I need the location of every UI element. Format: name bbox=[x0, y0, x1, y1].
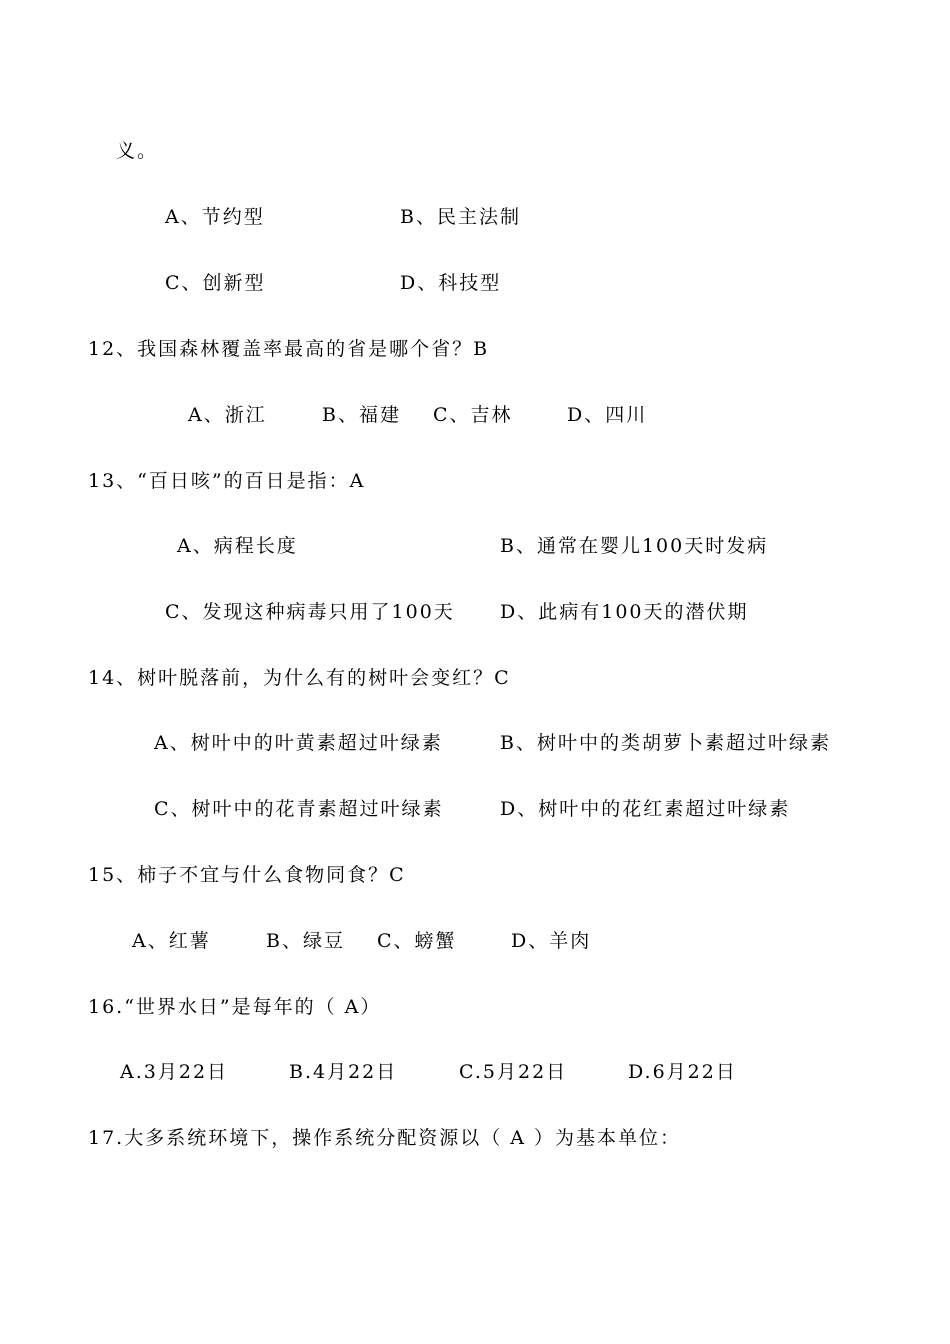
q15-option-c: C、螃蟹 bbox=[377, 930, 457, 952]
q13-stem: 13、“百日咳”的百日是指：A bbox=[88, 470, 366, 492]
q11-stem-tail: 义。 bbox=[116, 140, 159, 162]
q12-option-a: A、浙江 bbox=[188, 404, 267, 426]
q12-option-d: D、四川 bbox=[567, 404, 648, 426]
q13-option-a: A、病程长度 bbox=[177, 535, 298, 557]
q11-option-a: A、节约型 bbox=[165, 206, 265, 228]
q15-option-d: D、羊肉 bbox=[511, 930, 592, 952]
q12-stem: 12、我国森林覆盖率最高的省是哪个省？B bbox=[88, 338, 490, 360]
q15-option-a: A、红薯 bbox=[132, 930, 211, 952]
q13-option-d: D、此病有100天的潜伏期 bbox=[500, 601, 749, 623]
q12-option-c: C、吉林 bbox=[433, 404, 513, 426]
q16-option-a: A.3月22日 bbox=[120, 1061, 229, 1083]
q14-option-a: A、树叶中的叶黄素超过叶绿素 bbox=[154, 732, 443, 754]
q13-option-c: C、发现这种病毒只用了100天 bbox=[165, 601, 455, 623]
q13-option-b: B、通常在婴儿100天时发病 bbox=[500, 535, 769, 557]
q11-option-d: D、科技型 bbox=[400, 272, 502, 294]
q11-option-c: C、创新型 bbox=[165, 272, 266, 294]
q16-option-c: C.5月22日 bbox=[459, 1061, 568, 1083]
q14-option-d: D、树叶中的花红素超过叶绿素 bbox=[500, 798, 791, 820]
q16-option-d: D.6月22日 bbox=[628, 1061, 737, 1083]
q12-option-b: B、福建 bbox=[322, 404, 401, 426]
q15-stem: 15、柿子不宜与什么食物同食？C bbox=[88, 864, 406, 886]
q16-stem: 16.“世界水日”是每年的（ A） bbox=[88, 996, 382, 1018]
q15-option-b: B、绿豆 bbox=[266, 930, 345, 952]
q14-option-c: C、树叶中的花青素超过叶绿素 bbox=[154, 798, 444, 820]
q14-stem: 14、树叶脱落前，为什么有的树叶会变红？C bbox=[88, 667, 511, 689]
q11-option-b: B、民主法制 bbox=[400, 206, 521, 228]
q16-option-b: B.4月22日 bbox=[289, 1061, 398, 1083]
q14-option-b: B、树叶中的类胡萝卜素超过叶绿素 bbox=[500, 732, 831, 754]
q17-stem: 17.大多系统环境下，操作系统分配资源以（ A ）为基本单位： bbox=[88, 1127, 682, 1149]
